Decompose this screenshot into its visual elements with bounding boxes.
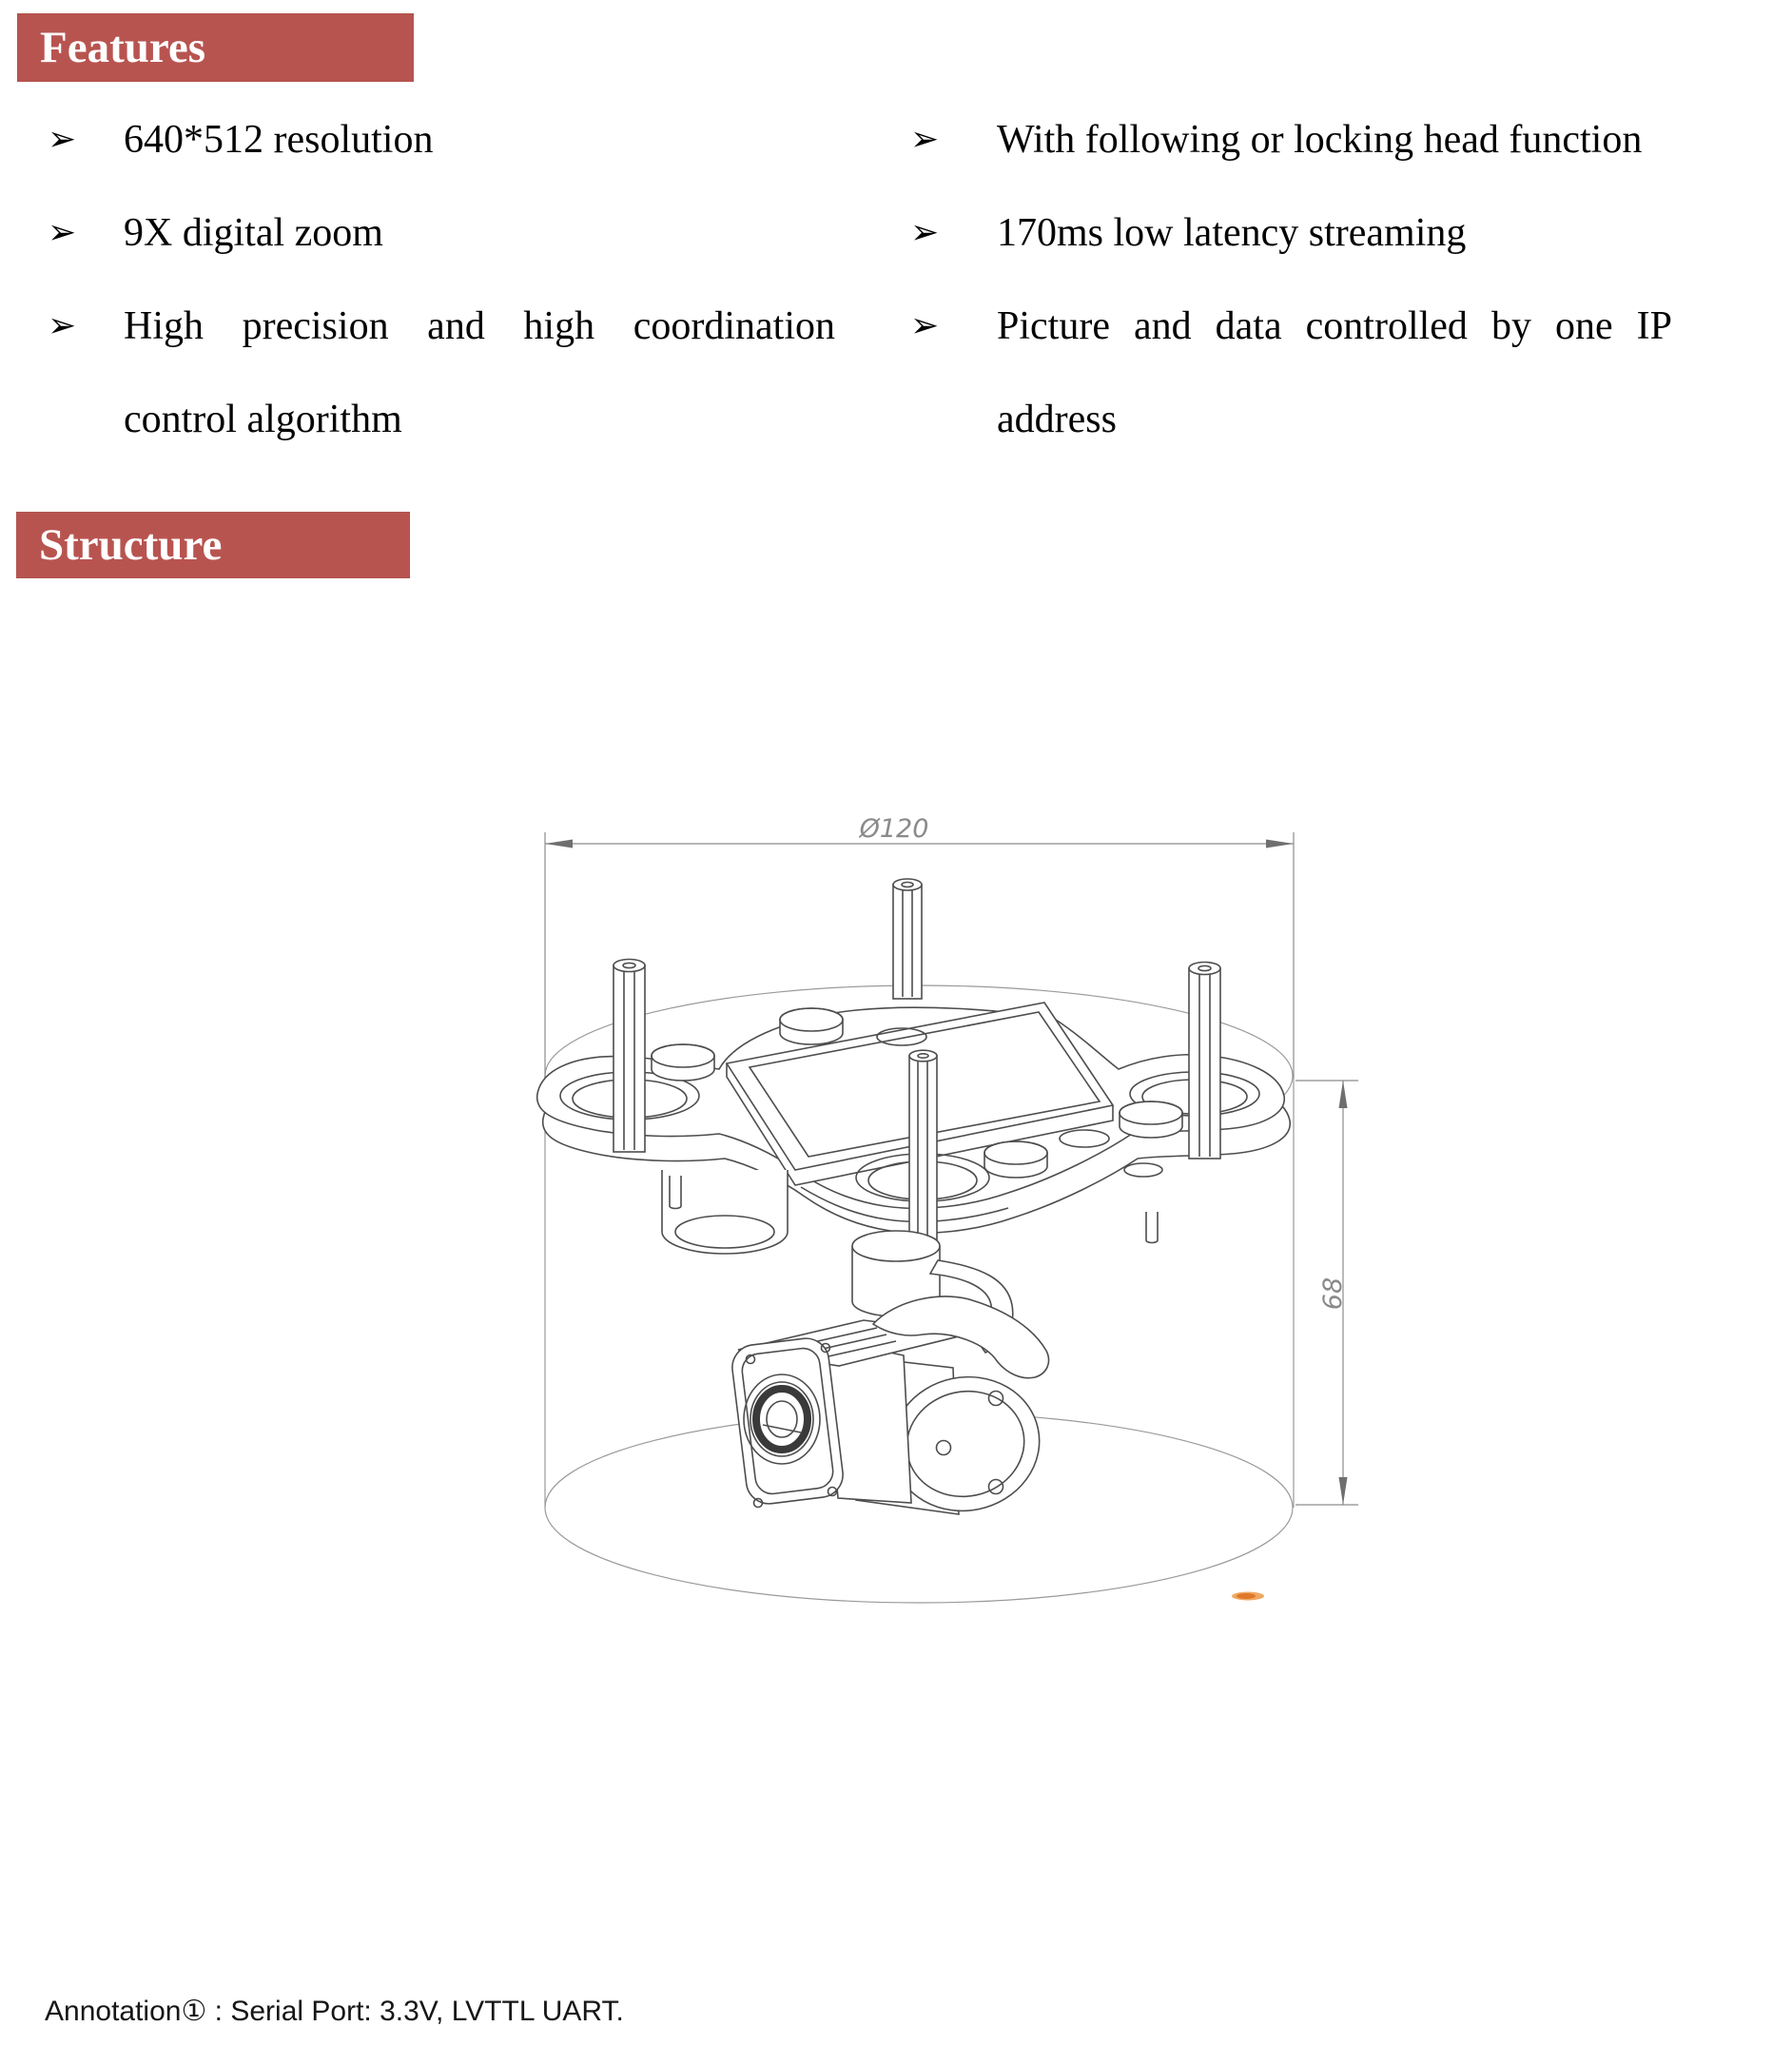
feature-item xyxy=(908,186,1672,280)
dimension-label-height: 68 xyxy=(1318,1276,1348,1311)
mounting-plate xyxy=(537,879,1291,1254)
structure-title: Structure xyxy=(39,520,223,570)
feature-item xyxy=(908,280,1672,466)
feature-text: 640*512 resolution xyxy=(124,118,434,162)
feature-text: 9X digital zoom xyxy=(124,211,383,255)
standoff-post xyxy=(893,879,922,999)
structure-diagram xyxy=(523,799,1379,1655)
feature-item xyxy=(46,186,835,280)
bullet-arrow-icon: ➢ xyxy=(48,306,77,345)
feature-item xyxy=(46,280,835,466)
features-left-column xyxy=(46,93,835,466)
bullet-arrow-icon: ➢ xyxy=(48,213,77,252)
standoff-post xyxy=(909,1050,937,1244)
annotation-text: Annotation① : Serial Port: 3.3V, LVTTL UART. xyxy=(45,1996,624,2027)
standoff-post xyxy=(614,960,645,1153)
structure-section-header xyxy=(16,512,410,578)
bullet-arrow-icon: ➢ xyxy=(910,306,940,345)
features-title: Features xyxy=(40,23,206,72)
standoff-post xyxy=(1189,963,1220,1159)
feature-text: High precision and high coordination control algorithm xyxy=(124,304,835,441)
gimbal-assembly xyxy=(730,1231,1052,1525)
feature-text: Picture and data controlled by one IP address xyxy=(997,304,1672,441)
dimension-height xyxy=(1295,1081,1358,1505)
dimension-label-diameter: Ø120 xyxy=(859,814,929,844)
gimbal-camera-drawing xyxy=(523,799,1379,1655)
feature-text: 170ms low latency streaming xyxy=(997,211,1467,255)
feature-item xyxy=(46,93,835,186)
camera-front-face xyxy=(730,1335,846,1507)
annotation-note xyxy=(45,1992,624,2032)
orange-smudge xyxy=(1232,1592,1264,1601)
bullet-arrow-icon: ➢ xyxy=(910,120,940,159)
bullet-arrow-icon: ➢ xyxy=(48,120,77,159)
features-section-header xyxy=(17,13,414,82)
bullet-arrow-icon: ➢ xyxy=(910,213,940,252)
features-right-column xyxy=(908,93,1672,466)
feature-text: With following or locking head function xyxy=(997,118,1643,162)
feature-item xyxy=(908,93,1672,186)
